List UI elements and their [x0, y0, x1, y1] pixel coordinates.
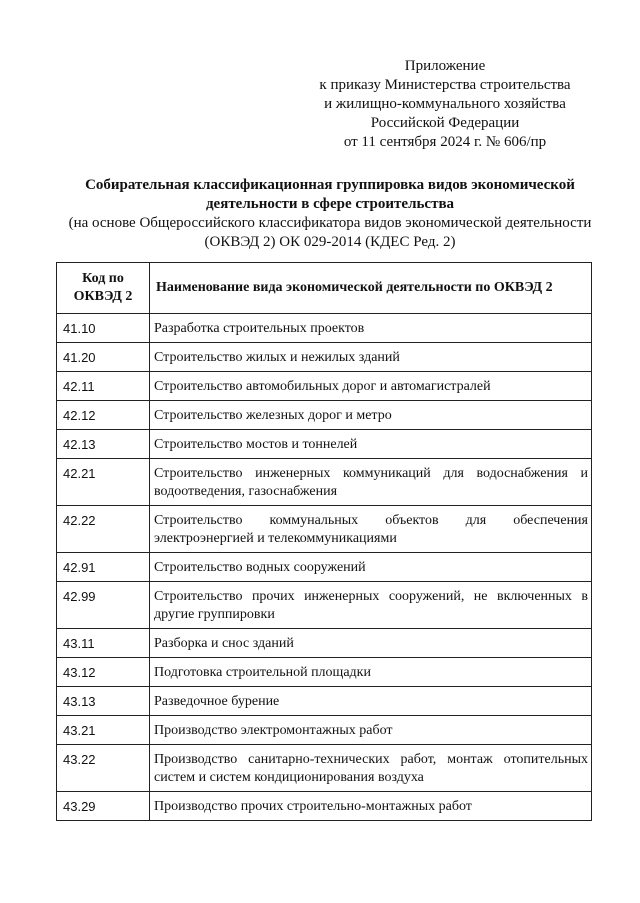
- table-row: [57, 401, 592, 430]
- okved-code-cell: 42.91: [57, 553, 150, 582]
- table-row: [57, 629, 592, 658]
- okved-code-cell: 42.11: [57, 372, 150, 401]
- activity-name-cell: Строительство автомобильных дорог и автомагистралей: [150, 372, 592, 401]
- activity-name-cell: Строительство мостов и тоннелей: [150, 430, 592, 459]
- okved-code-cell: 43.21: [57, 716, 150, 745]
- okved-code-cell: 42.22: [57, 506, 150, 553]
- okved-table: [56, 262, 592, 821]
- okved-code-cell: 42.21: [57, 459, 150, 506]
- heading-title-line: деятельности в сфере строительства: [205, 196, 455, 212]
- activity-name-cell: Строительство инженерных коммуникаций для водоснабжения и водоотведения, газоснабжения: [150, 459, 592, 506]
- table-header-row: [57, 263, 592, 314]
- appendix-line: от 11 сентября 2024 г. № 606/пр: [343, 134, 547, 150]
- appendix-line: Приложение: [404, 58, 486, 74]
- table-row: [57, 553, 592, 582]
- okved-code-cell: 43.13: [57, 687, 150, 716]
- activity-name-cell: Разработка строительных проектов: [150, 314, 592, 343]
- table-row: [57, 506, 592, 553]
- activity-name-cell: Строительство железных дорог и метро: [150, 401, 592, 430]
- table-row: [57, 343, 592, 372]
- appendix-block: [300, 57, 590, 152]
- table-row: [57, 372, 592, 401]
- table-row: [57, 582, 592, 629]
- appendix-line: к приказу Министерства строительства: [319, 77, 571, 93]
- okved-code-cell: 43.29: [57, 792, 150, 821]
- table-row: [57, 745, 592, 792]
- okved-code-cell: 42.12: [57, 401, 150, 430]
- appendix-line: Российской Федерации: [370, 115, 520, 131]
- activity-name-cell: Разборка и снос зданий: [150, 629, 592, 658]
- okved-code-cell: 42.99: [57, 582, 150, 629]
- okved-code-cell: 43.12: [57, 658, 150, 687]
- table-row: [57, 459, 592, 506]
- activity-name-cell: Подготовка строительной площадки: [150, 658, 592, 687]
- okved-code-cell: 41.10: [57, 314, 150, 343]
- okved-code-cell: 43.22: [57, 745, 150, 792]
- table-row: [57, 430, 592, 459]
- activity-name-cell: Строительство водных сооружений: [150, 553, 592, 582]
- code-header-line: ОКВЭД 2: [73, 289, 133, 304]
- heading-title-line: Собирательная классификационная группировка видов экономической: [85, 177, 575, 193]
- activity-name-cell: Разведочное бурение: [150, 687, 592, 716]
- table-row: [57, 792, 592, 821]
- table-row: [57, 687, 592, 716]
- heading-subtitle-line: (на основе Общероссийского классификатора видов экономической деятельности: [68, 215, 592, 231]
- table-row: [57, 314, 592, 343]
- activity-name-cell: Производство прочих строительно-монтажных работ: [150, 792, 592, 821]
- table-row: [57, 658, 592, 687]
- name-column-header: Наименование вида экономической деятельности по ОКВЭД 2: [150, 263, 592, 314]
- table-row: [57, 716, 592, 745]
- heading-subtitle-line: (ОКВЭД 2) ОК 029-2014 (КДЕС Ред. 2): [204, 234, 456, 250]
- activity-name-cell: Строительство коммунальных объектов для обеспечения электроэнергией и телекоммуникациями: [150, 506, 592, 553]
- okved-code-cell: 41.20: [57, 343, 150, 372]
- code-header-line: Код по: [82, 271, 124, 286]
- code-column-header: [57, 263, 150, 314]
- activity-name-cell: Строительство прочих инженерных сооружений, не включенных в другие группировки: [150, 582, 592, 629]
- okved-code-cell: 43.11: [57, 629, 150, 658]
- activity-name-cell: Строительство жилых и нежилых зданий: [150, 343, 592, 372]
- activity-name-cell: Производство санитарно-технических работ, монтаж отопительных систем и систем кондиционирования воздуха: [150, 745, 592, 792]
- activity-name-cell: Производство электромонтажных работ: [150, 716, 592, 745]
- document-heading: [40, 176, 620, 252]
- appendix-line: и жилищно-коммунального хозяйства: [324, 96, 566, 112]
- okved-code-cell: 42.13: [57, 430, 150, 459]
